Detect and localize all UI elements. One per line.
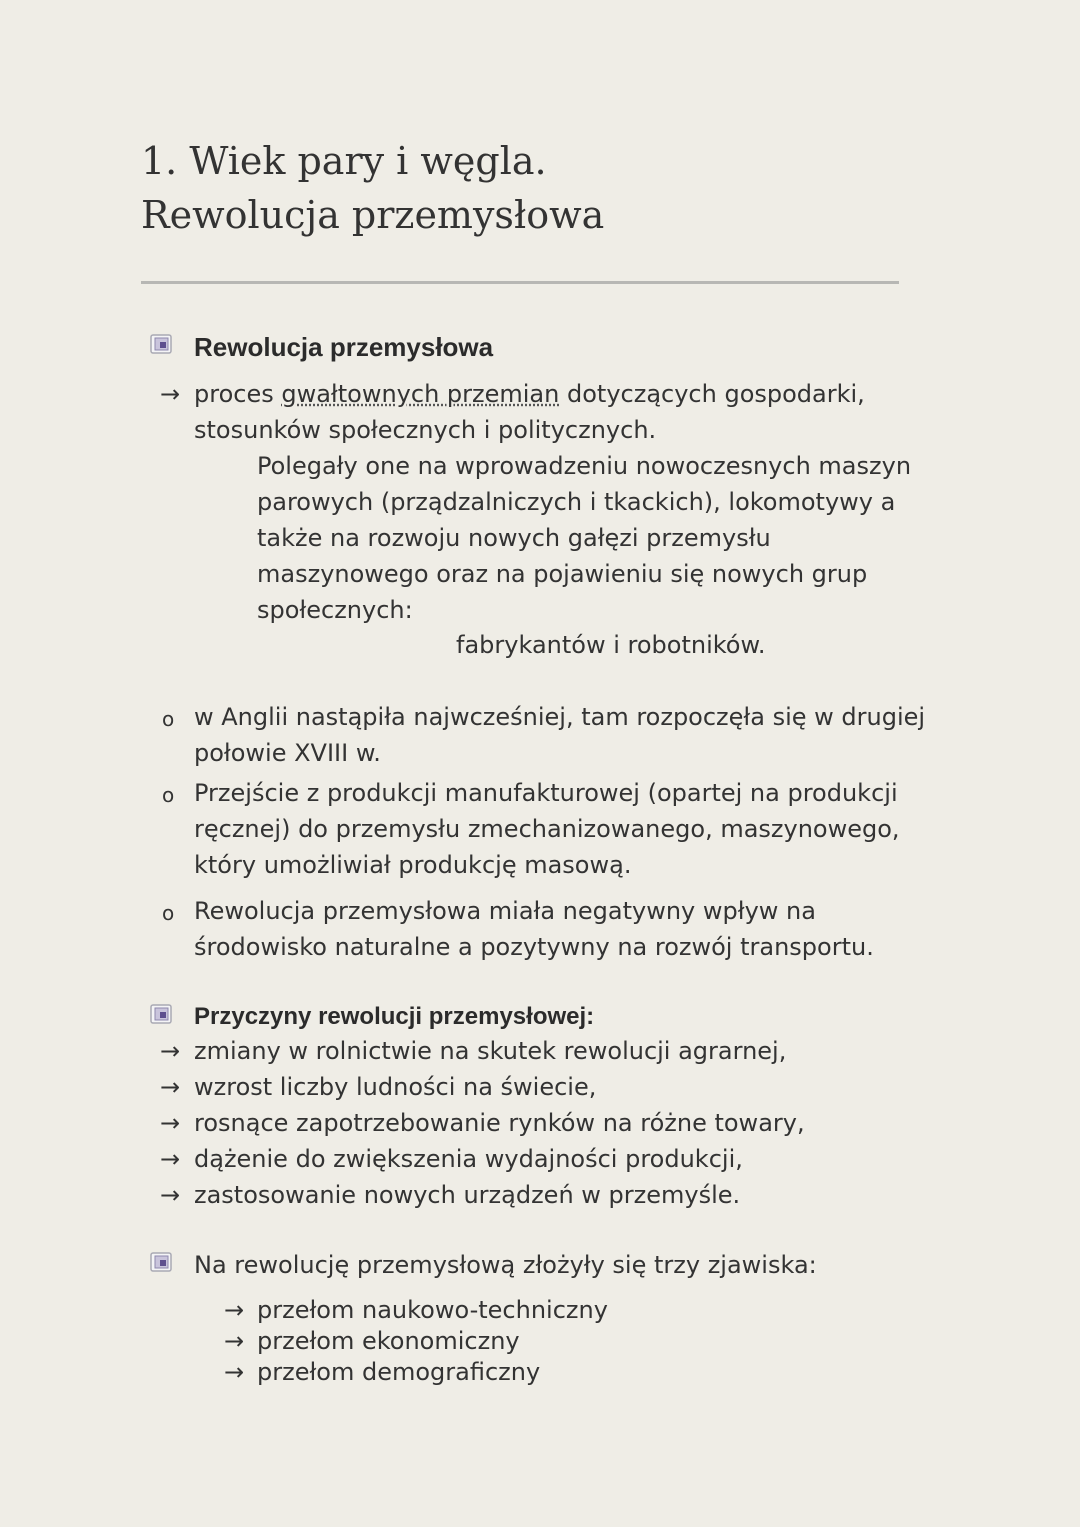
- checkbox-icon: [150, 1004, 172, 1024]
- bullet-1-line-2: połowie XVIII w.: [194, 739, 381, 767]
- section-heading-causes: Przyczyny rewolucji przemysłowej:: [194, 1003, 595, 1030]
- page-title-line-2: Rewolucja przemysłowa: [141, 193, 605, 237]
- arrow-icon: →: [224, 1296, 245, 1324]
- arrow-icon: →: [160, 1181, 181, 1209]
- section-heading-revolution: Rewolucja przemysłowa: [194, 332, 494, 362]
- phenomenon-item: przełom naukowo-techniczny: [257, 1296, 608, 1324]
- definition-line-1: [194, 380, 865, 408]
- paragraph-line: społecznych:: [257, 596, 413, 624]
- cause-item: zastosowanie nowych urządzeń w przemyśle.: [194, 1181, 741, 1209]
- definition-underlined-term: gwałtownych przemian: [281, 380, 560, 408]
- arrow-icon: →: [160, 1109, 181, 1137]
- paragraph-line: maszynowego oraz na pojawieniu się nowych grup: [257, 560, 868, 588]
- bullet-3-line-2: środowisko naturalne a pozytywny na rozwój transportu.: [194, 933, 874, 961]
- cause-item: wzrost liczby ludności na świecie,: [194, 1073, 597, 1101]
- arrow-icon: →: [160, 1145, 181, 1173]
- phenomenon-item: przełom ekonomiczny: [257, 1327, 520, 1355]
- definition-text-a: proces: [194, 380, 282, 408]
- page-title-line-1: 1. Wiek pary i węgla.: [141, 139, 547, 183]
- phenomenon-item: przełom demograficzny: [257, 1358, 541, 1386]
- page-title: [141, 134, 604, 242]
- paragraph-line: parowych (prządzalniczych i tkackich), lokomotywy a: [257, 488, 896, 516]
- bullet-icon: o: [162, 783, 175, 807]
- paragraph-line: także na rozwoju nowych gałęzi przemysłu: [257, 524, 771, 552]
- section-heading-phenomena: Na rewolucję przemysłową złożyły się trzy zjawiska:: [194, 1251, 817, 1279]
- checkbox-icon: [150, 1252, 172, 1272]
- cause-item: zmiany w rolnictwie na skutek rewolucji agrarnej,: [194, 1037, 787, 1065]
- bullet-3-line-1: Rewolucja przemysłowa miała negatywny wpływ na: [194, 897, 816, 925]
- cause-item: dążenie do zwiększenia wydajności produkcji,: [194, 1145, 743, 1173]
- arrow-icon: →: [160, 1073, 181, 1101]
- bullet-1-line-1: w Anglii nastąpiła najwcześniej, tam rozpoczęła się w drugiej: [194, 703, 926, 731]
- bullet-2-line-1: Przejście z produkcji manufakturowej (opartej na produkcji: [194, 779, 898, 807]
- paragraph-line: Polegały one na wprowadzeniu nowoczesnych maszyn: [257, 452, 912, 480]
- arrow-icon: →: [160, 1037, 181, 1065]
- bullet-icon: o: [162, 707, 175, 731]
- definition-text-b: dotyczących gospodarki,: [559, 380, 865, 408]
- bullet-icon: o: [162, 901, 175, 925]
- bullet-2-line-2: ręcznej) do przemysłu zmechanizowanego, maszynowego,: [194, 815, 900, 843]
- bullet-2-line-3: który umożliwiał produkcję masową.: [194, 851, 632, 879]
- checkbox-icon: [150, 334, 172, 354]
- cause-item: rosnące zapotrzebowanie rynków na różne towary,: [194, 1109, 805, 1137]
- arrow-icon: →: [224, 1358, 245, 1386]
- arrow-icon: →: [160, 380, 181, 408]
- arrow-icon: →: [224, 1327, 245, 1355]
- definition-line-2: stosunków społecznych i politycznych.: [194, 416, 657, 444]
- title-divider: [141, 281, 899, 284]
- centered-groups: fabrykantów i robotników.: [456, 631, 766, 659]
